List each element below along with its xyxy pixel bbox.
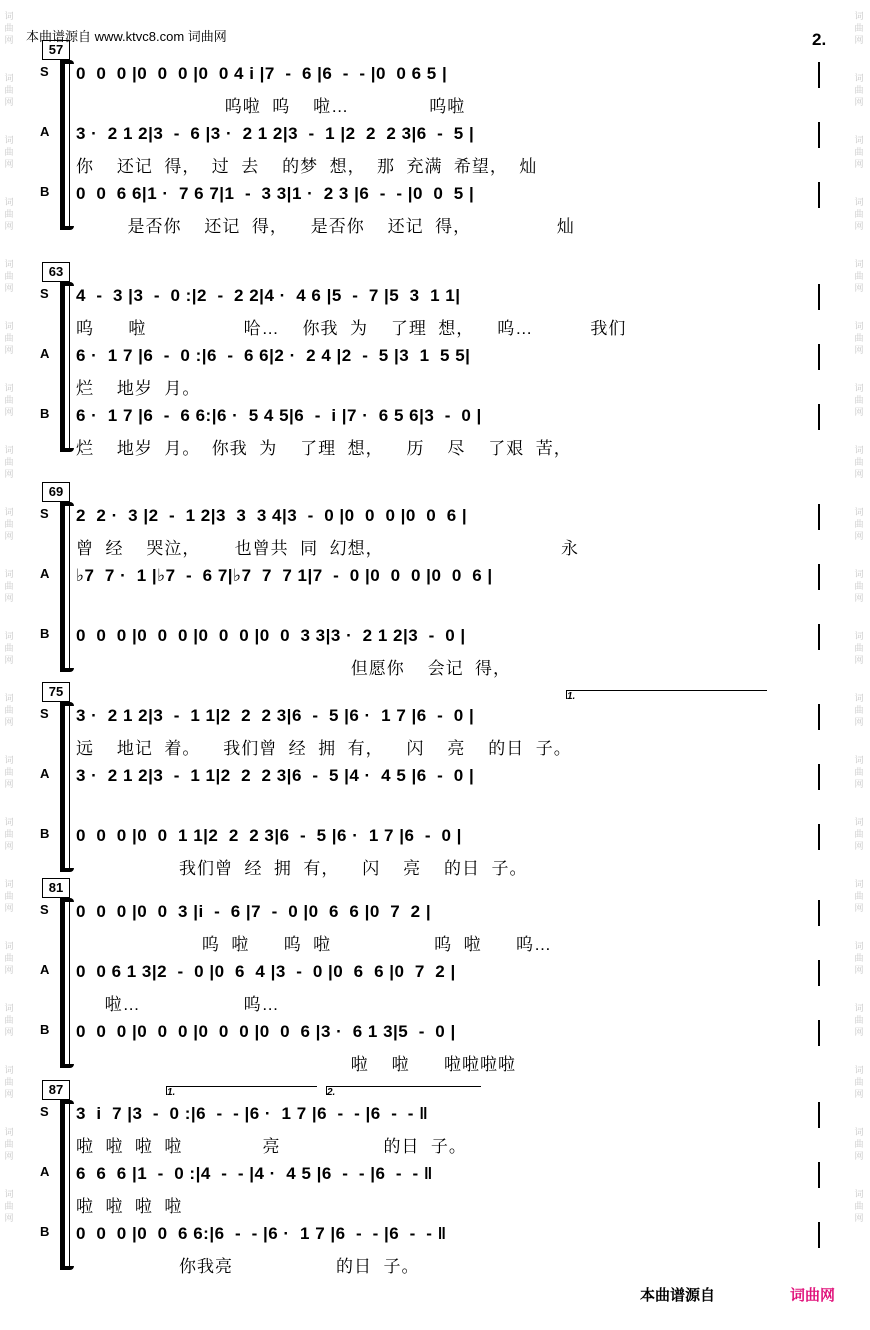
watermark-char: 曲 [854, 23, 864, 33]
system-bracket [60, 506, 65, 668]
watermark-char: 曲 [4, 1015, 14, 1025]
watermark-char: 网 [4, 717, 14, 727]
volta-bracket-first: 1. [166, 1086, 317, 1095]
watermark-char: 词 [854, 879, 864, 889]
lyrics-line: 烂 地岁 月。 你我 为 了理 想， 历 尽 了艰 苦， [76, 439, 572, 458]
watermark-char: 曲 [4, 829, 14, 839]
watermark-char: 曲 [4, 705, 14, 715]
watermark-char: 词 [854, 817, 864, 827]
watermark-char: 网 [4, 221, 14, 231]
watermark-char: 网 [854, 221, 864, 231]
watermark-char: 网 [854, 1027, 864, 1037]
watermark-char: 曲 [4, 1077, 14, 1087]
end-barline [818, 960, 820, 986]
watermark-char: 网 [854, 965, 864, 975]
watermark-char: 网 [854, 35, 864, 45]
watermark-char: 词 [854, 1189, 864, 1199]
lyrics-line: 啦 啦 啦啦啦啦 [76, 1055, 516, 1074]
end-barline [818, 284, 820, 310]
footer-site-name: 词曲网 [790, 1287, 836, 1304]
watermark-char: 曲 [4, 581, 14, 591]
watermark-char: 词 [854, 445, 864, 455]
watermark-char: 曲 [4, 23, 14, 33]
notes-line: 0 0 0 |0 0 0 |0 0 0 |0 0 6 |3 · 6 1 3|5 - 0 | [76, 1022, 456, 1041]
watermark-char: 曲 [854, 271, 864, 281]
notes-line: 4 - 3 |3 - 0 :|2 - 2 2|4 · 4 6 |5 - 7 |5 3 1 1| [76, 286, 461, 305]
measure-number: 69 [42, 482, 70, 502]
watermark-char: 网 [854, 903, 864, 913]
part-label: B [40, 1224, 50, 1239]
watermark-char: 网 [4, 841, 14, 851]
watermark-char: 词 [4, 321, 14, 331]
end-barline [818, 404, 820, 430]
watermark-char: 网 [4, 469, 14, 479]
watermark-char: 词 [4, 1065, 14, 1075]
watermark-char: 词 [4, 569, 14, 579]
watermark-char: 曲 [854, 85, 864, 95]
watermark-char: 词 [4, 817, 14, 827]
lyrics-line: 曾 经 哭泣， 也曾共 同 幻想， 永 [76, 539, 579, 558]
notes-line: 0 0 6 6|1 · 7 6 7|1 - 3 3|1 · 2 3 |6 - - |0 0 5 | [76, 184, 475, 203]
lyrics-line: 呜 啦 呜 啦 呜 啦 呜… [76, 935, 552, 954]
watermark-char: 曲 [4, 643, 14, 653]
watermark-char: 曲 [4, 519, 14, 529]
score-system [40, 1080, 830, 1276]
watermark-char: 网 [854, 841, 864, 851]
part-label: A [40, 124, 50, 139]
end-barline [818, 624, 820, 650]
notes-line: 3 · 2 1 2|3 - 1 1|2 2 2 3|6 - 5 |4 · 4 5 |6 - 0 | [76, 766, 475, 785]
watermark-char: 词 [854, 321, 864, 331]
watermark-char: 词 [854, 1065, 864, 1075]
lyrics-line: 啦… 呜… [76, 995, 280, 1014]
watermark-char: 曲 [854, 581, 864, 591]
end-barline [818, 504, 820, 530]
part-label: A [40, 766, 50, 781]
watermark-char: 词 [4, 11, 14, 21]
watermark-char: 曲 [854, 209, 864, 219]
notes-line: 3 · 2 1 2|3 - 1 1|2 2 2 3|6 - 5 |6 · 1 7 |6 - 0 | [76, 706, 475, 725]
watermark-char: 词 [4, 1003, 14, 1013]
watermark-char: 曲 [854, 705, 864, 715]
watermark-char: 曲 [854, 953, 864, 963]
watermark-char: 曲 [854, 767, 864, 777]
watermark-char: 词 [4, 73, 14, 83]
part-label: A [40, 1164, 50, 1179]
notes-line: 6 6 6 |1 - 0 :|4 - - |4 · 4 5 |6 - - |6 - - ‖ [76, 1164, 433, 1183]
watermark-char: 曲 [854, 829, 864, 839]
lyrics-line: 啦 啦 啦 啦 亮 的日 子。 [76, 1137, 467, 1156]
part-label: S [40, 64, 49, 79]
notes-line: 3 · 2 1 2|3 - 6 |3 · 2 1 2|3 - 1 |2 2 2 3|6 - 5 | [76, 124, 475, 143]
system-bracket-line [69, 900, 70, 1066]
watermark-char: 词 [4, 1127, 14, 1137]
part-label: S [40, 706, 49, 721]
watermark-char: 网 [4, 35, 14, 45]
watermark-char: 网 [4, 903, 14, 913]
notes-line: 0 0 0 |0 0 6 6:|6 - - |6 · 1 7 |6 - - |6 - - ‖ [76, 1224, 447, 1243]
end-barline [818, 1222, 820, 1248]
lyrics-line: 是否你 还记 得， 是否你 还记 得， 灿 [76, 217, 575, 236]
watermark-char: 网 [854, 717, 864, 727]
notes-line: 2 2 · 3 |2 - 1 2|3 3 3 4|3 - 0 |0 0 0 |0 0 6 | [76, 506, 468, 525]
watermark-char: 词 [854, 73, 864, 83]
notes-line: 3 i 7 |3 - 0 :|6 - - |6 · 1 7 |6 - - |6 - - ‖ [76, 1104, 429, 1123]
watermark-char: 网 [854, 531, 864, 541]
part-label: B [40, 406, 50, 421]
watermark-char: 网 [4, 97, 14, 107]
watermark-char: 曲 [854, 395, 864, 405]
part-label: B [40, 826, 50, 841]
volta-bracket-second: 2. [326, 1086, 481, 1095]
watermark-char: 词 [4, 755, 14, 765]
watermark-char: 网 [854, 283, 864, 293]
watermark-char: 网 [4, 1151, 14, 1161]
watermark-char: 网 [4, 1027, 14, 1037]
end-barline [818, 1020, 820, 1046]
watermark-char: 词 [854, 1003, 864, 1013]
system-bracket-line [69, 704, 70, 870]
watermark-char: 网 [4, 779, 14, 789]
notes-line: 0 0 0 |0 0 0 |0 0 4 i |7 - 6 |6 - - |0 0 6 5 | [76, 64, 448, 83]
score-system [40, 878, 830, 1074]
watermark-char: 网 [4, 593, 14, 603]
end-barline [818, 344, 820, 370]
watermark-char: 词 [4, 1189, 14, 1199]
watermark-char: 网 [4, 1089, 14, 1099]
notes-line: 0 0 0 |0 0 1 1|2 2 2 3|6 - 5 |6 · 1 7 |6 - 0 | [76, 826, 462, 845]
notes-line: 6 · 1 7 |6 - 0 :|6 - 6 6|2 · 2 4 |2 - 5 |3 1 5 5| [76, 346, 471, 365]
watermark-char: 曲 [4, 457, 14, 467]
watermark-char: 网 [854, 407, 864, 417]
watermark-char: 词 [854, 507, 864, 517]
watermark-char: 词 [854, 693, 864, 703]
notes-line: 6 · 1 7 |6 - 6 6:|6 · 5 4 5|6 - i |7 · 6 5 6|3 - 0 | [76, 406, 482, 425]
watermark-char: 网 [854, 593, 864, 603]
part-label: S [40, 506, 49, 521]
watermark-char: 曲 [4, 1139, 14, 1149]
header-source-text: 本曲谱源自 www.ktvc8.com 词曲网 [26, 29, 227, 44]
watermark-char: 网 [4, 345, 14, 355]
measure-number: 63 [42, 262, 70, 282]
watermark-char: 词 [4, 197, 14, 207]
part-label: A [40, 346, 50, 361]
watermark-char: 词 [854, 755, 864, 765]
watermark-char: 曲 [4, 891, 14, 901]
watermark-char: 词 [4, 135, 14, 145]
watermark-char: 词 [4, 507, 14, 517]
watermark-char: 词 [4, 693, 14, 703]
watermark-char: 网 [4, 1213, 14, 1223]
watermark-char: 曲 [854, 1201, 864, 1211]
watermark-char: 词 [4, 259, 14, 269]
watermark-char: 曲 [854, 1015, 864, 1025]
part-label: A [40, 566, 50, 581]
watermark-char: 网 [854, 779, 864, 789]
measure-number: 57 [42, 40, 70, 60]
measure-number: 87 [42, 1080, 70, 1100]
watermark-char: 词 [854, 941, 864, 951]
system-bracket-line [69, 1102, 70, 1268]
watermark-char: 曲 [4, 1201, 14, 1211]
watermark-char: 曲 [4, 767, 14, 777]
score-system [40, 262, 830, 458]
part-label: S [40, 902, 49, 917]
watermark-char: 曲 [854, 643, 864, 653]
notes-line: 0 0 0 |0 0 0 |0 0 0 |0 0 3 3|3 · 2 1 2|3 - 0 | [76, 626, 466, 645]
watermark-char: 曲 [4, 209, 14, 219]
watermark-char: 曲 [4, 271, 14, 281]
watermark-char: 网 [854, 469, 864, 479]
part-label: B [40, 626, 50, 641]
watermark-char: 曲 [854, 1077, 864, 1087]
lyrics-line: 烂 地岁 月。 [76, 379, 201, 398]
watermark-char: 曲 [854, 333, 864, 343]
score-system [40, 482, 830, 678]
lyrics-line: 你 还记 得， 过 去 的梦 想， 那 充满 希望， 灿 [76, 157, 538, 176]
watermark-char: 网 [4, 655, 14, 665]
footer-source-label: 本曲谱源自 [640, 1287, 716, 1304]
score-system [40, 682, 830, 878]
watermark-char: 网 [854, 1151, 864, 1161]
watermark-char: 曲 [854, 147, 864, 157]
end-barline [818, 564, 820, 590]
lyrics-line: 呜 啦 哈… 你我 为 了理 想， 呜… 我们 [76, 319, 627, 338]
lyrics-line: 啦 啦 啦 啦 [76, 1197, 183, 1216]
score-system [40, 40, 830, 236]
end-barline [818, 1102, 820, 1128]
watermark-char: 曲 [854, 1139, 864, 1149]
watermark-char: 网 [854, 97, 864, 107]
system-bracket-line [69, 284, 70, 450]
watermark-char: 曲 [4, 147, 14, 157]
system-bracket [60, 1104, 65, 1266]
watermark-char: 词 [854, 11, 864, 21]
watermark-char: 曲 [4, 953, 14, 963]
left-watermark-strip [2, 10, 16, 1250]
end-barline [818, 704, 820, 730]
watermark-char: 网 [4, 159, 14, 169]
watermark-char: 词 [4, 631, 14, 641]
watermark-char: 曲 [854, 519, 864, 529]
page-number: 2. [812, 30, 827, 49]
watermark-char: 曲 [4, 85, 14, 95]
watermark-char: 网 [4, 283, 14, 293]
end-barline [818, 182, 820, 208]
notes-line: ♭7 7 · 1 |♭7 - 6 7|♭7 7 7 1|7 - 0 |0 0 0 |0 0 6 | [76, 566, 493, 585]
end-barline [818, 900, 820, 926]
end-barline [818, 122, 820, 148]
watermark-char: 网 [4, 965, 14, 975]
measure-number: 75 [42, 682, 70, 702]
watermark-char: 网 [4, 407, 14, 417]
end-barline [818, 62, 820, 88]
watermark-char: 词 [854, 631, 864, 641]
watermark-char: 词 [854, 569, 864, 579]
end-barline [818, 1162, 820, 1188]
watermark-char: 词 [4, 445, 14, 455]
part-label: S [40, 1104, 49, 1119]
system-bracket [60, 706, 65, 868]
system-bracket [60, 902, 65, 1064]
watermark-char: 词 [854, 1127, 864, 1137]
watermark-char: 词 [4, 941, 14, 951]
watermark-char: 词 [854, 197, 864, 207]
system-bracket-line [69, 504, 70, 670]
watermark-char: 曲 [854, 891, 864, 901]
notes-line: 0 0 0 |0 0 3 |i - 6 |7 - 0 |0 6 6 |0 7 2 | [76, 902, 432, 921]
watermark-char: 网 [854, 159, 864, 169]
lyrics-line: 呜啦 呜 啦… 呜啦 [76, 97, 466, 116]
watermark-char: 曲 [4, 333, 14, 343]
watermark-char: 词 [4, 383, 14, 393]
watermark-char: 词 [854, 135, 864, 145]
watermark-char: 词 [854, 383, 864, 393]
part-label: B [40, 1022, 50, 1037]
measure-number: 81 [42, 878, 70, 898]
watermark-char: 网 [854, 1213, 864, 1223]
watermark-char: 曲 [854, 457, 864, 467]
lyrics-line: 远 地记 着。 我们曾 经 拥 有， 闪 亮 的日 子。 [76, 739, 572, 758]
system-bracket [60, 286, 65, 448]
notes-line: 0 0 6 1 3|2 - 0 |0 6 4 |3 - 0 |0 6 6 |0 7 2 | [76, 962, 456, 981]
watermark-char: 网 [854, 1089, 864, 1099]
part-label: S [40, 286, 49, 301]
part-label: A [40, 962, 50, 977]
lyrics-line: 但愿你 会记 得， [76, 659, 512, 678]
watermark-char: 网 [854, 655, 864, 665]
system-bracket [60, 64, 65, 226]
end-barline [818, 764, 820, 790]
watermark-char: 网 [854, 345, 864, 355]
lyrics-line: 我们曾 经 拥 有， 闪 亮 的日 子。 [76, 859, 528, 878]
watermark-char: 网 [4, 531, 14, 541]
watermark-char: 曲 [4, 395, 14, 405]
right-watermark-strip [852, 10, 866, 1250]
end-barline [818, 824, 820, 850]
part-label: B [40, 184, 50, 199]
lyrics-line: 你我亮 的日 子。 [76, 1257, 420, 1276]
watermark-char: 词 [854, 259, 864, 269]
watermark-char: 词 [4, 879, 14, 889]
volta-bracket: 1. [566, 690, 767, 699]
system-bracket-line [69, 62, 70, 228]
